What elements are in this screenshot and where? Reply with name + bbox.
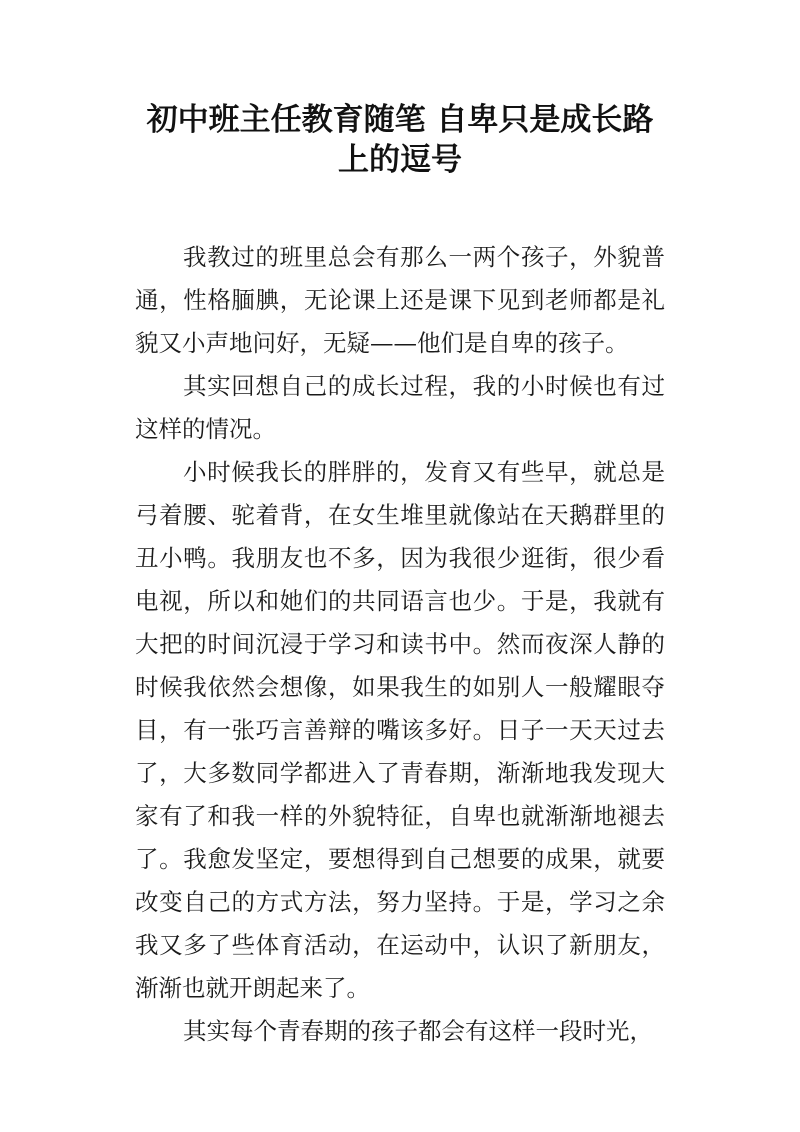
paragraph-line: 丑小鸭。我朋友也不多，因为我很少逛街，很少看 — [135, 544, 665, 572]
paragraph-line: 这样的情况。 — [135, 415, 276, 443]
paragraph-line: 了。我愈发坚定，要想得到自己想要的成果，就要 — [135, 845, 665, 873]
document-title — [130, 100, 670, 180]
paragraph-line: 改变自己的方式方法，努力坚持。于是，学习之余 — [135, 888, 665, 916]
paragraph-line: 我又多了些体育活动，在运动中，认识了新朋友， — [135, 931, 665, 959]
paragraph-line: 家有了和我一样的外貌特征，自卑也就渐渐地褪去 — [135, 802, 665, 830]
paragraph — [135, 365, 665, 451]
document-body — [135, 236, 665, 1053]
paragraph-line: 其实回想自己的成长过程，我的小时候也有过 — [183, 372, 665, 400]
paragraph-line: 其实每个青春期的孩子都会有这样一段时光， — [183, 1017, 653, 1045]
title-line: 初中班主任教育随笔 自卑只是成长路 — [146, 102, 654, 138]
paragraph-line: 貌又小声地问好，无疑——他们是自卑的孩子。 — [135, 329, 629, 357]
paragraph — [135, 1010, 665, 1053]
paragraph-line: 大把的时间沉浸于学习和读书中。然而夜深人静的 — [135, 630, 665, 658]
title-line: 上的逗号 — [338, 142, 462, 178]
paragraph-line: 小时候我长的胖胖的，发育又有些早，就总是 — [183, 458, 665, 486]
paragraph-line: 通，性格腼腆，无论课上还是课下见到老师都是礼 — [135, 286, 665, 314]
paragraph — [135, 236, 665, 365]
paragraph-line: 电视，所以和她们的共同语言也少。于是，我就有 — [135, 587, 665, 615]
paragraph — [135, 451, 665, 1010]
paragraph-line: 时候我依然会想像，如果我生的如别人一般耀眼夺 — [135, 673, 665, 701]
paragraph-line: 了，大多数同学都进入了青春期，渐渐地我发现大 — [135, 759, 665, 787]
paragraph-line: 我教过的班里总会有那么一两个孩子，外貌普 — [183, 243, 665, 271]
paragraph-line: 弓着腰、驼着背，在女生堆里就像站在天鹅群里的 — [135, 501, 665, 529]
paragraph-line: 目，有一张巧言善辩的嘴该多好。日子一天天过去 — [135, 716, 665, 744]
paragraph-line: 渐渐也就开朗起来了。 — [135, 974, 370, 1002]
